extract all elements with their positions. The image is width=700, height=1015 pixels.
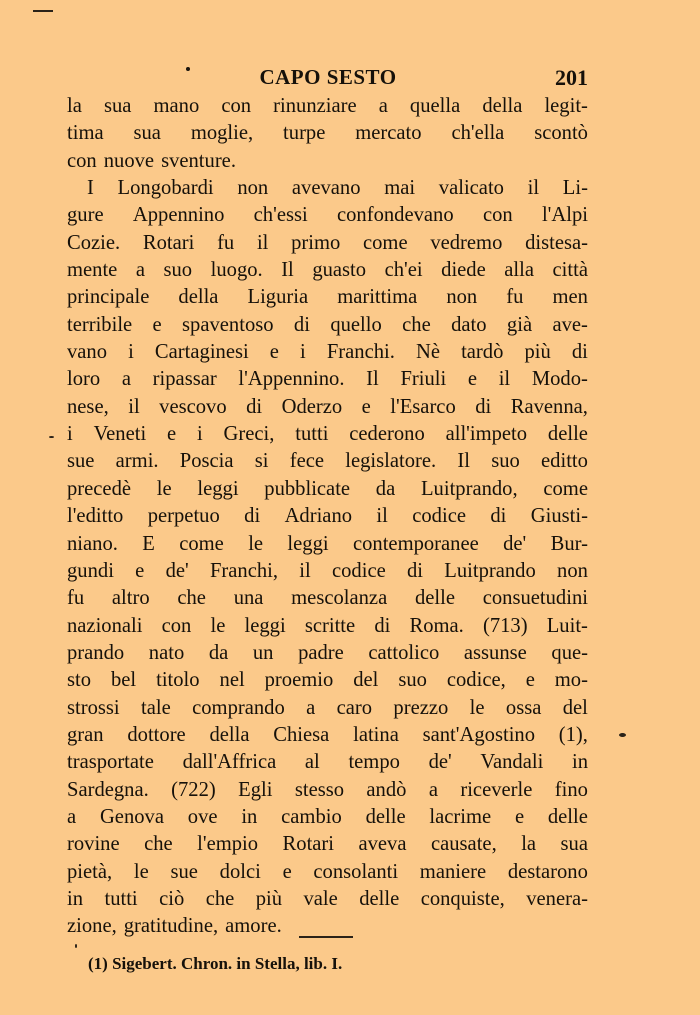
margin-speck: [619, 733, 626, 737]
text-line: fu altro che una mescolanza delle consuetudini: [67, 587, 588, 610]
text-line: sto bel titolo nel proemio del suo codice, e mo-: [67, 669, 588, 692]
page-header: [68, 63, 588, 93]
text-line: nazionali con le leggi scritte di Roma. (713) Luit-: [67, 614, 588, 637]
body-text: [67, 93, 588, 941]
margin-speck: [49, 436, 54, 438]
text-line: pietà, le sue dolci e consolanti maniere destarono: [67, 860, 588, 883]
text-line: terribile e spaventoso di quello che dato già ave-: [67, 313, 588, 336]
text-line: a Genova ove in cambio delle lacrime e delle: [67, 805, 588, 828]
text-line: rovine che l'empio Rotari aveva causate, la sua: [67, 833, 588, 856]
text-line: i Veneti e i Greci, tutti cederono all'impeto delle: [67, 423, 588, 446]
text-line: con nuove sventure.: [67, 149, 236, 172]
running-head: CAPO SESTO: [259, 65, 397, 89]
page-number: 201: [555, 65, 588, 90]
text-line: gran dottore della Chiesa latina sant'Agostino (1),: [67, 723, 588, 746]
footnote-rule: [299, 936, 353, 938]
text-line: Cozie. Rotari fu il primo come vedremo distesa-: [67, 231, 588, 254]
footnote: (1) Sigebert. Chron. in Stella, lib. I.: [88, 954, 343, 973]
text-line: nese, il vescovo di Oderzo e l'Esarco di Ravenna,: [67, 395, 588, 418]
text-line: in tutti ciò che più vale delle conquiste, venera-: [67, 887, 588, 910]
text-line: gundi e de' Franchi, il codice di Luitprando non: [67, 559, 588, 582]
text-line: l'editto perpetuo di Adriano il codice di Giusti-: [67, 505, 588, 528]
text-line: prando nato da un padre cattolico assunse que-: [67, 641, 588, 664]
margin-speck: [75, 944, 77, 948]
text-line: I Longobardi non avevano mai valicato il Li-: [87, 177, 588, 200]
text-line: niano. E come le leggi contemporanee de' Bur-: [67, 532, 588, 555]
top-margin-mark: [33, 10, 53, 12]
text-line: strossi tale comprando a caro prezzo le ossa del: [67, 696, 588, 719]
text-line: loro a ripassar l'Appennino. Il Friuli e il Modo-: [67, 368, 588, 391]
text-line: gure Appennino ch'essi confondevano con l'Alpi: [67, 204, 588, 227]
text-line: precedè le leggi pubblicate da Luitprando, come: [67, 477, 588, 500]
text-line: principale della Liguria marittima non fu men: [67, 286, 588, 309]
text-line: vano i Cartaginesi e i Franchi. Nè tardò più di: [67, 341, 588, 364]
text-line: sue armi. Poscia si fece legislatore. Il suo editto: [67, 450, 588, 473]
text-line: la sua mano con rinunziare a quella della legit-: [67, 95, 588, 117]
text-line: mente a suo luogo. Il guasto ch'ei diede alla città: [67, 259, 588, 282]
text-line: tima sua moglie, turpe mercato ch'ella scontò: [67, 122, 588, 145]
text-line: trasportate dall'Affrica al tempo de' Vandali in: [67, 751, 588, 774]
text-line: Sardegna. (722) Egli stesso andò a riceverle fino: [67, 778, 588, 801]
text-line: zione, gratitudine, amore.: [67, 915, 282, 938]
